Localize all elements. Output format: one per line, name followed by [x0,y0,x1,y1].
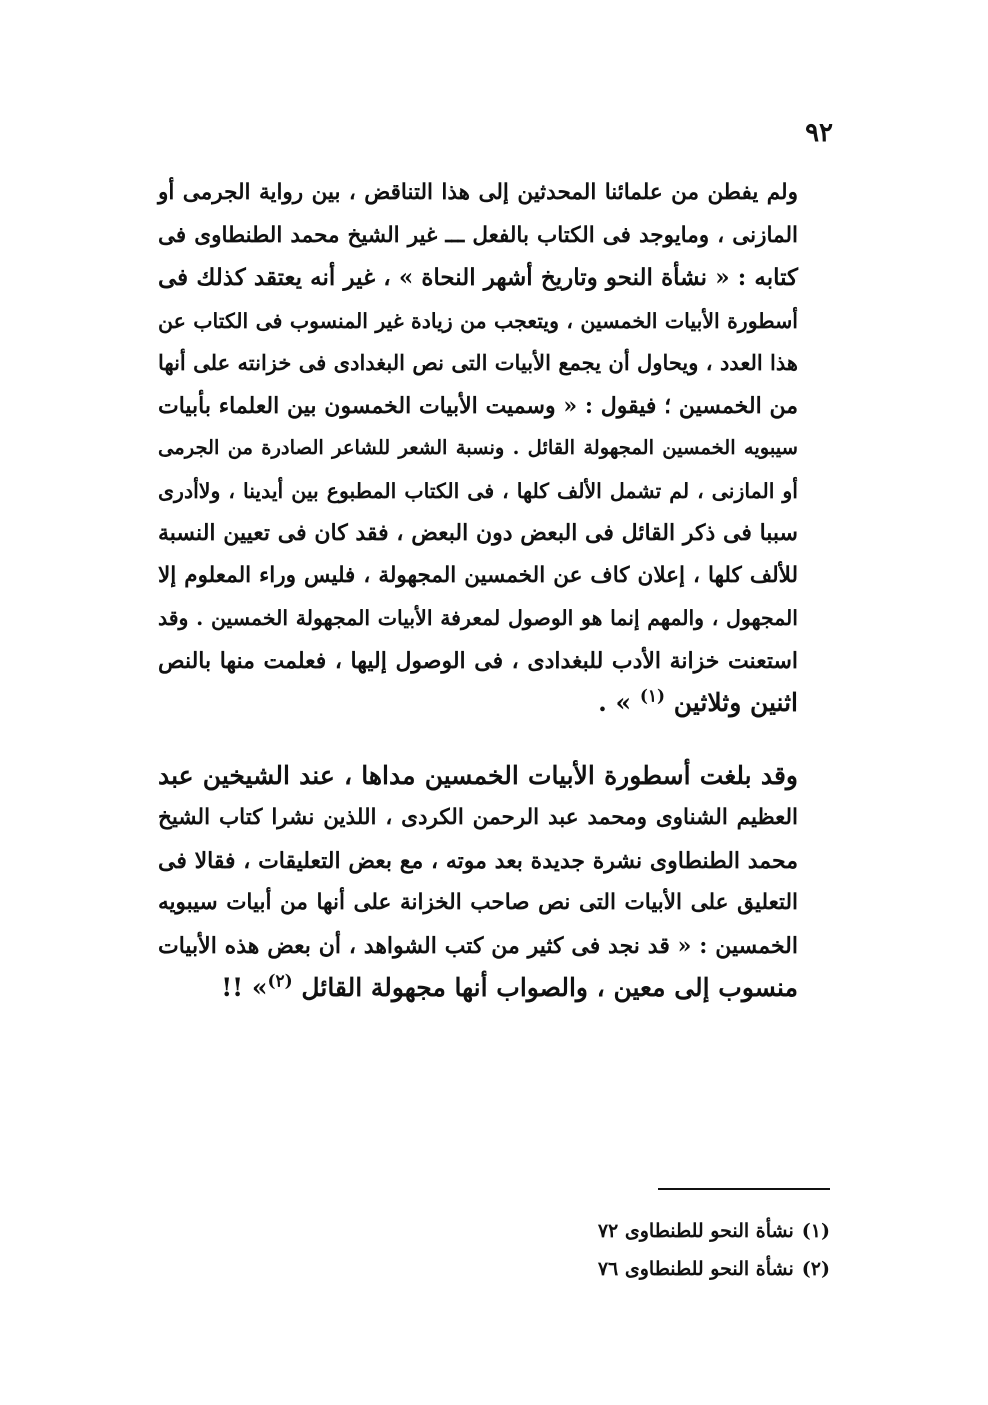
text-line: الخمسين : « قد نجد فى كثير من كتب الشواهد ، أن بعض هذه الأبيات [158,932,798,959]
text-line: استعنت خزانة الأدب للبغدادى ، فى الوصول إليها ، فعلمت منها بالنص [158,647,798,674]
text-run: » !! [221,973,268,1002]
main-text [158,172,838,1010]
text-line: سببا فى ذكر القائل فى البعض دون البعض ، فقد كان فى تعيين النسبة [158,520,798,546]
text-line: محمد الطنطاوى نشرة جديدة بعد موته ، مع بعض التعليقات ، فقالا فى [158,847,798,874]
text-line: المازنى ، ومايوجد فى الكتاب بالفعل ـــ غير الشيخ محمد الطنطاوى فى [158,222,798,248]
footnote-number: (١) [801,1220,830,1242]
footnote-1 [330,1212,830,1250]
text-run: اثنين وثلاثين [673,688,798,717]
text-line: التعليق على الأبيات التى نص صاحب الخزانة على أنها من أبيات سيبويه [158,890,798,915]
text-line: أو المازنى ، لم تشمل الألف كلها ، فى الكتاب المطبوع بين أيدينا ، ولاأدرى [158,478,798,503]
footnotes [330,1212,830,1288]
text-run: منسوب إلى معين ، والصواب أنها مجهولة القائل [301,973,798,1002]
text-line: العظيم الشناوى ومحمد عبد الرحمن الكردى ، اللذين نشرا كتاب الشيخ [158,805,798,830]
text-run: » . [598,688,632,717]
footnote-ref-1: (١) [639,686,666,707]
text-line: هذا العدد ، ويحاول أن يجمع الأبيات التى نص البغدادى فى خزانته على أنها [158,350,798,375]
paragraph-2 [158,755,838,1010]
footnote-ref-2: (٢) [267,971,293,992]
text-line: المجهول ، والمهم إنما هو الوصول لمعرفة الأبيات المجهولة الخمسين . وقد [158,606,798,630]
footnote-number: (٢) [801,1258,830,1280]
footnote-text: نشأة النحو للطنطاوى ٧٢ [597,1220,794,1242]
text-line: كتابه : « نشأة النحو وتاريخ أشهر النحاة » ، غير أنه يعتقد كذلك فى [158,264,798,291]
paragraph-1 [158,172,838,725]
footnote-text: نشأة النحو للطنطاوى ٧٦ [597,1258,794,1280]
text-line-last [158,682,838,725]
page-number: ٩٢ [805,118,833,148]
footnote-2 [330,1250,830,1288]
text-line: أسطورة الأبيات الخمسين ، ويتعجب من زيادة غير المنسوب فى الكتاب عن [158,308,798,333]
footnote-divider [658,1188,830,1190]
text-line: ولم يفطن من علمائنا المحدثين إلى هذا التناقض ، بين رواية الجرمى أو [158,180,798,205]
text-line-last [158,967,838,1010]
text-line: سيبويه الخمسين المجهولة القائل . ونسبة الشعر للشاعر الصادرة من الجرمى [158,436,798,459]
text-line: وقد بلغت أسطورة الأبيات الخمسين مداها ، عند الشيخين عبد [158,760,798,790]
text-line: للألف كلها ، إعلان كاف عن الخمسين المجهولة ، فليس وراء المعلوم إلا [158,562,798,588]
text-line: من الخمسين ؛ فيقول : « وسميت الأبيات الخمسون بين العلماء بأبيات [158,392,798,419]
